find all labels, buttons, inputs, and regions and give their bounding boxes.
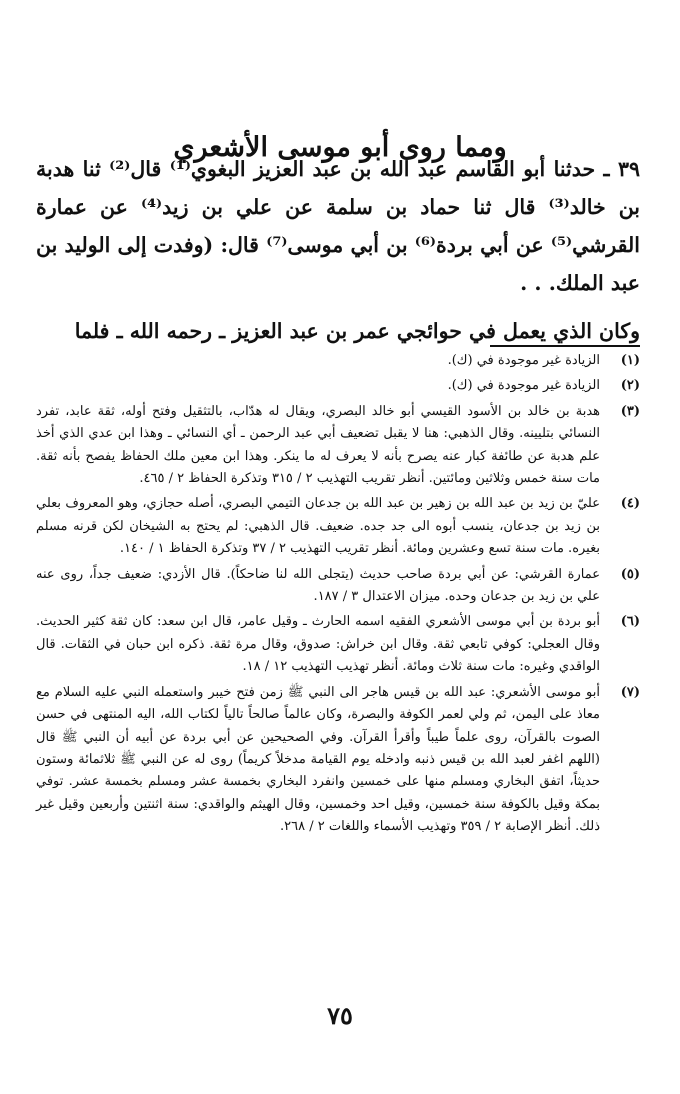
footnote-separator — [490, 345, 640, 347]
page-number: ٧٥ — [327, 1001, 353, 1030]
footnote-text: عليّ بن زيد بن عبد الله بن زهير بن عبد الله بن جدعان التيمي البصري، أصله حجازي، وهو المعروف بعلي بن زيد بن جدعان، ينسب أبوه الى جد جده. ضعيف. قال الذهبي: لم يحتج به الشيخان لكن قرنه مسلم بغيره. مات سنة تسع وعشرين ومائة. أنظر تقريب التهذيب ٢ / ٣٧ وتذكرة الحفاظ ١ / ١٤٠. — [36, 496, 600, 557]
footnote-6 — [36, 611, 640, 678]
footnote-text: أبو بردة بن أبي موسى الأشعري الفقيه اسمه الحارث ـ وقيل عامر، قال ابن سعد: كان ثقة كثير الحديث. وقال العجلي: كوفي تابعي ثقة. وقال ابن خراش: صدوق، وقال مرة ثقة. ذكره ابن حبان في الثقات. قال الواقدي وغيره: مات سنة ثلاث ومائة. أنظر تهذيب التهذيب ١٢ / ١٨. — [36, 614, 600, 675]
footnote-number: (٤) — [620, 496, 640, 512]
footnote-number: (٣) — [620, 403, 640, 419]
footnote-5 — [36, 564, 640, 609]
footnote-text: هدبة بن خالد بن الأسود القيسي أبو خالد البصري، ويقال له هدّاب، بالتثقيل وفتح أوله، ثقة عابد، تفرد النسائي بتليينه. وقال الذهبي: هنا لا يقبل تضعيف أبي عبد الرحمن ـ أي النسائي ـ وهذا ابن عدي الذي أخذ علم هدبة عن طائفة كبار عنه يصرح بأنه لا يعرف له ما ينكر. وهذا ابن معين ملك الحفاظ يفصح بأنه ثقة. مات سنة خمس وثلاثين ومائتين. أنظر تقريب التهذيب ٢ / ٣١٥ وتذكرة الحفاظ ٢ / ٤٦٥. — [36, 403, 600, 487]
section-heading: ومما روى أبو موسى الأشعري — [173, 132, 507, 164]
footnote-1 — [36, 350, 640, 372]
footnote-2 — [36, 375, 640, 397]
footnote-text: الزيادة غير موجودة في (ك). — [447, 378, 600, 394]
footnote-3 — [36, 401, 640, 491]
footnote-text: الزيادة غير موجودة في (ك). — [447, 353, 600, 368]
footnote-number: (١) — [620, 353, 640, 368]
main-text — [36, 150, 640, 350]
footnote-number: (٥) — [620, 566, 640, 582]
footnote-7 — [36, 682, 640, 839]
footnote-4 — [36, 493, 640, 560]
footnotes — [36, 350, 640, 839]
hadith-paragraph: ٣٩ ـ حدثنا أبو القاسم عبد الله بن عبد العزيز البغوي⁽¹⁾ قال⁽²⁾ ثنا هدبة بن خالد⁽³⁾ قال ثنا حماد بن سلمة عن علي بن زيد⁽⁴⁾ عن عمارة القرشي⁽⁵⁾ عن أبي بردة⁽⁶⁾ بن أبي موسى⁽⁷⁾ قال: (وفدت إلى الوليد بن عبد الملك. . . — [36, 157, 641, 295]
footnote-number: (٢) — [620, 378, 640, 394]
footnote-number: (٧) — [620, 684, 640, 700]
footnote-text: أبو موسى الأشعري: عبد الله بن قيس هاجر الى النبي ﷺ زمن فتح خيبر واستعمله النبي عليه السلام مع معاذ على اليمن، ثم ولي لعمر الكوفة والبصرة، وكان عالماً صالحاً تالياً لكتاب الله، اليه المنتهى في حسن الصوت بالقرآن، روى علماً طيباً وأقرأ القرآن. وفي الصحيحين عن أبي بردة عن أبيه أن النبي ﷺ قال (اللهم اغفر لعبد الله بن قيس ذنبه وادخله يوم القيامة مدخلاً كريماً) روى له عن النبي ﷺ ثلاثمائة وستون حديثاً، اتفق البخاري ومسلم منها على خمسين وانفرد البخاري بخمسة عشر ومسلم بخمسة عشر. توفي بمكة وقيل بالكوفة سنة خمسين، وقيل احد وخمسين، وقال الهيثم والواقدي: سنة اثنتين وأربعين وقيل غير ذلك. أنظر الإصابة ٢ / ٣٥٩ وتهذيب الأسماء واللغات ٢ / ٢٦٨. — [36, 684, 600, 835]
continuation-paragraph: وكان الذي يعمل في حوائجي عمر بن عبد العزيز ـ رحمه الله ـ فلما — [74, 319, 640, 343]
footnote-number: (٦) — [620, 614, 640, 630]
footnote-text: عمارة القرشي: عن أبي بردة صاحب حديث (يتجلى الله لنا ضاحكاً). قال الأزدي: ضعيف جداً، روى عنه علي بن زيد بن جدعان وحده. ميزان الاعتدال ٣ / ١٨٧. — [36, 566, 600, 605]
